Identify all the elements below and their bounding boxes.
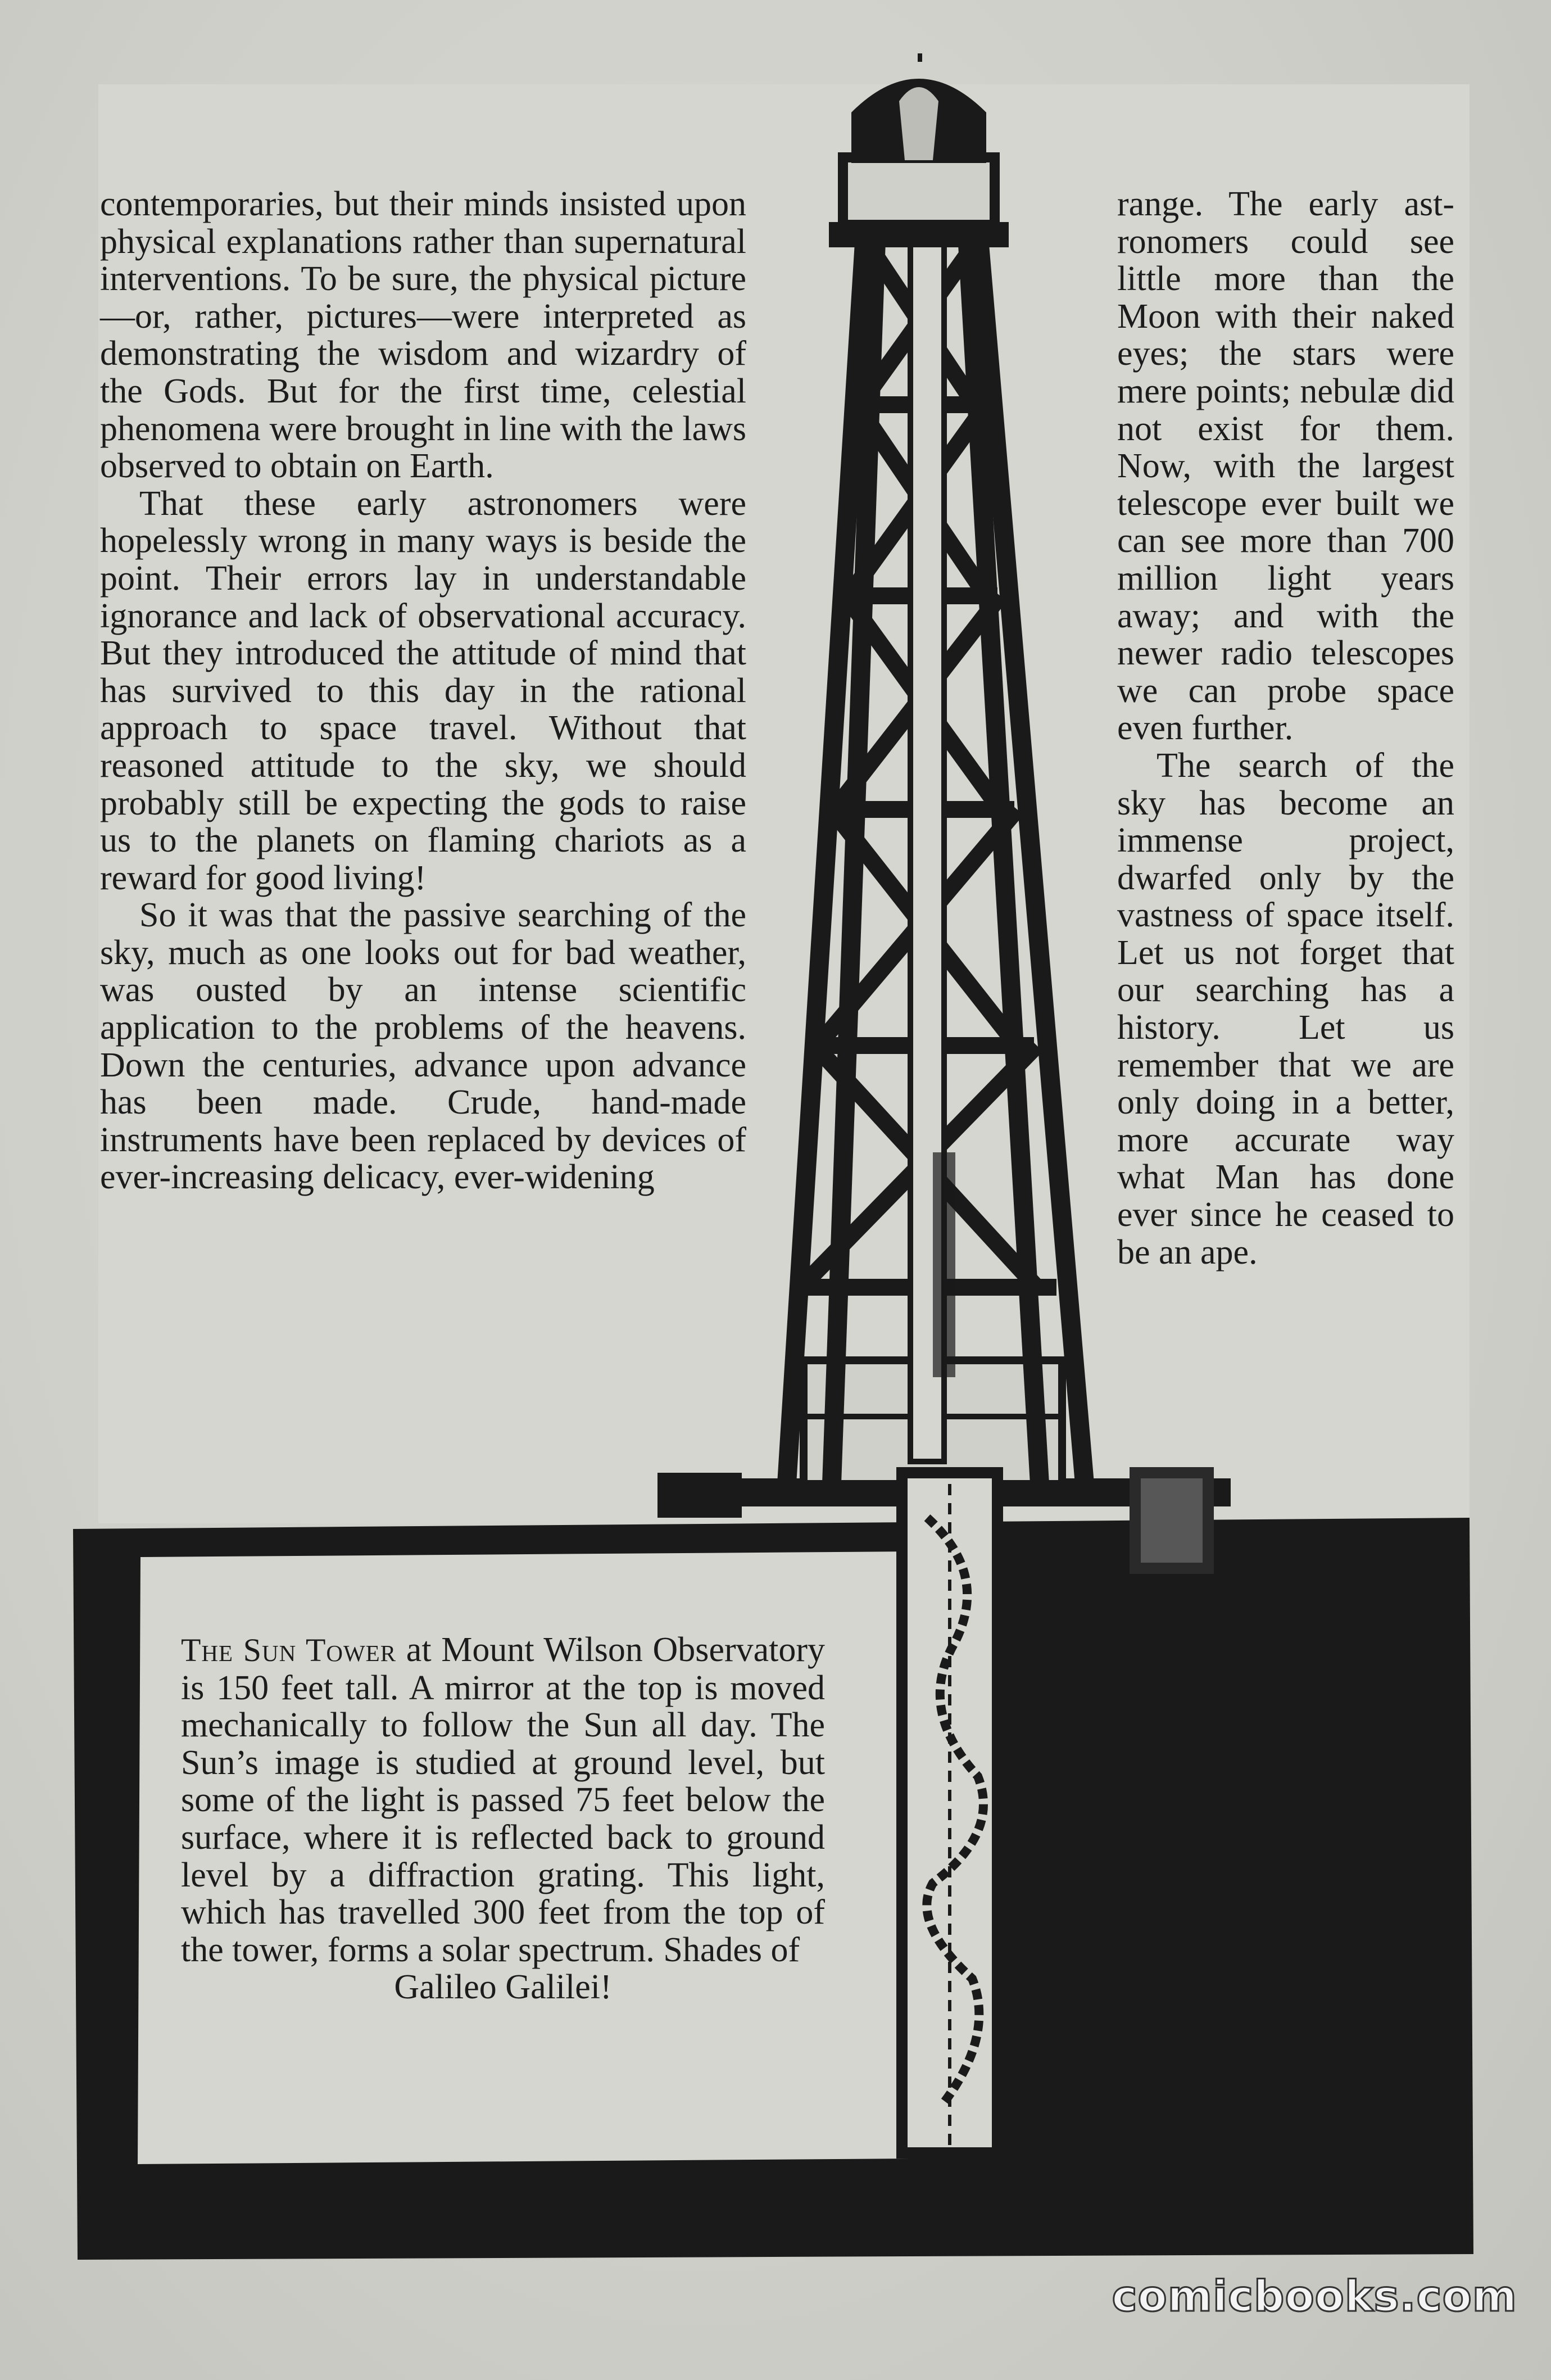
illustration-caption xyxy=(181,1631,825,2006)
paragraph: So it was that the passive searching of the sky, much as one looks out for bad weather, was ousted by an intense scientific application to the problems of the heavens. Down the centuries, advance upon advance has been made. Crude, hand-made instruments have been replaced by devices of ever-increasing delicacy, ever-widening xyxy=(100,896,746,1197)
caption-last-line: Galileo Galilei! xyxy=(394,1968,612,2007)
caption-body: at Mount Wilson Observatory is 150 feet tall. A mirror at the top is moved mechanically to follow the Sun all day. The Sun’s image is studied at ground level, but some of the light is passed 75 feet below the surface, where it is reflected back to ground level by a diffraction grating. This light, which has travelled 300 feet from the top of the tower, forms a solar spectrum. Shades of xyxy=(181,1631,825,1969)
paragraph: range. The early astronomers could see little more than the Moon with their naked eyes; the stars were mere points; nebulæ did not exist for them. Now, with the largest telescope ever built we can see more than 700 million light years away; and with the newer radio telescopes we can probe space even further. xyxy=(1117,185,1454,748)
right-text-column xyxy=(1117,185,1454,1271)
left-hut xyxy=(657,1473,742,1518)
paragraph: The search of the sky has become an immense project, dwarfed only by the vastness of space itself. Let us not forget that our searching has a history. Let us remember that we are only doing in a better, more accurate way what Man has done ever since he ceased to be an ape. xyxy=(1117,746,1454,1272)
paragraph: That these early astronomers were hopelessly wrong in many ways is beside the point. Their errors lay in understandable ignorance and lack of observational accuracy. But they introduced the attitude of mind that has survived to this day in the rational approach to space travel. Without that reasoned attitude to the sky, we should probably still be expecting the gods to raise us to the planets on flaming chariots as a reward for good living! xyxy=(100,484,746,897)
left-text-column xyxy=(100,185,746,1196)
caption-lead: The Sun Tower xyxy=(181,1632,397,1668)
site-watermark: comicbooks.com xyxy=(1112,2271,1517,2321)
paragraph: contemporaries, but their minds insisted upon physical explanations rather than supernatural interventions. To be sure, the physical picture—or, rather, pictures—were interpreted as demonstrating the wisdom and wizardry of the Gods. But for the first time, celestial phenomena were brought in line with the laws observed to obtain on Earth. xyxy=(100,185,746,486)
